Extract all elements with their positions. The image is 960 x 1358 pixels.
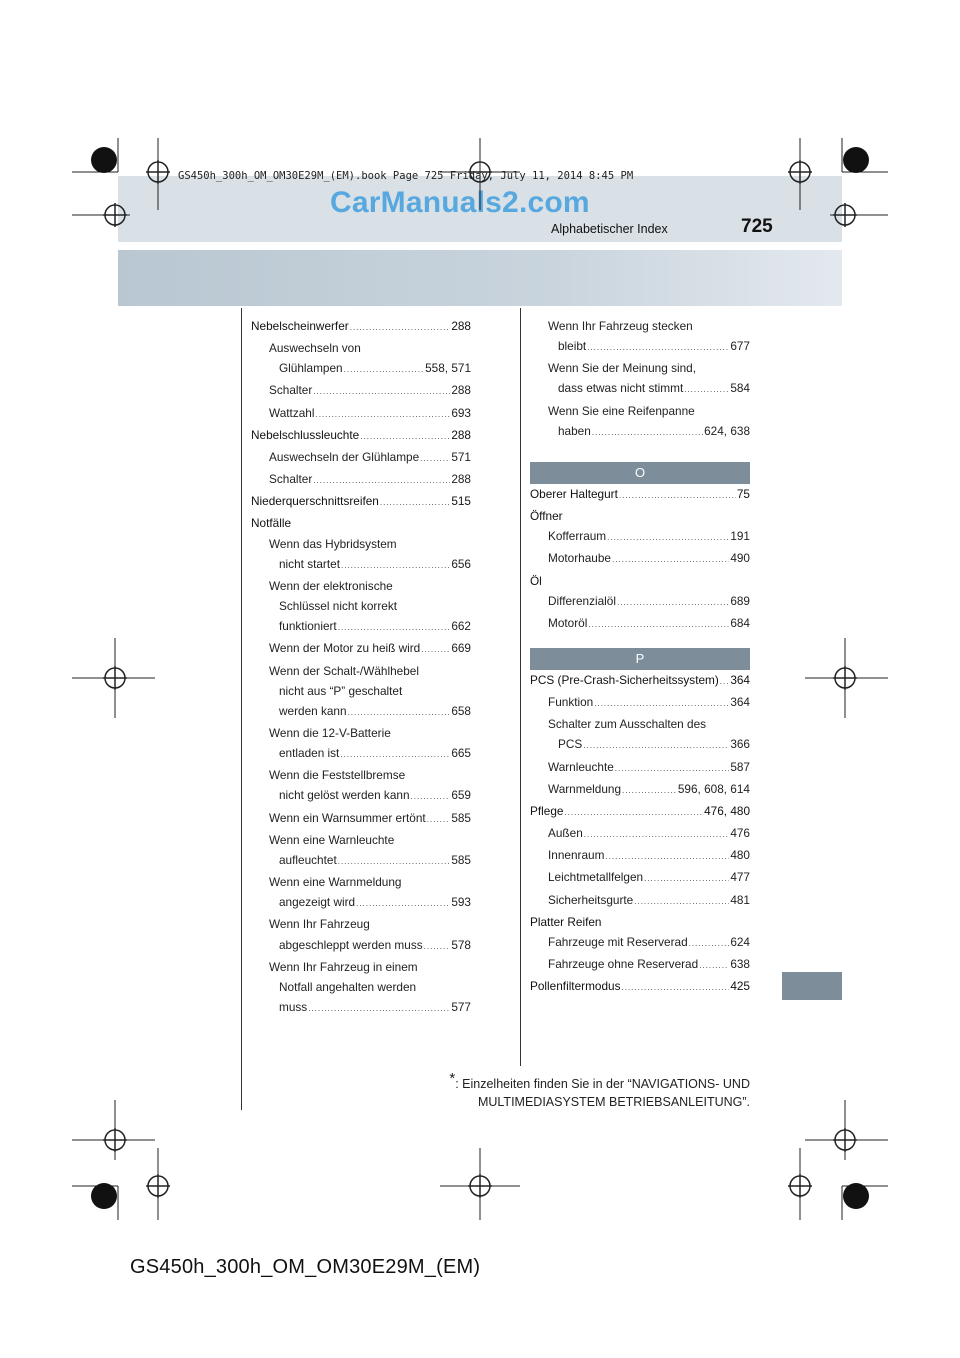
page-reference[interactable]: 288: [451, 383, 471, 398]
index-term: Wenn Ihr Fahrzeug stecken: [548, 319, 693, 333]
page-reference[interactable]: 656: [451, 556, 471, 571]
index-term: Wenn eine Warnleuchte: [269, 832, 395, 847]
index-term: Differenzialöl: [548, 593, 616, 608]
page-reference[interactable]: 476, 480: [704, 803, 750, 818]
page-reference[interactable]: 366: [730, 737, 750, 752]
index-term: Sicherheitsgurte: [548, 892, 634, 907]
index-term: Niederquerschnittsreifen: [251, 494, 379, 509]
page-reference[interactable]: 480: [730, 848, 750, 863]
index-term: angezeigt wird: [279, 895, 356, 910]
index-term: Wenn der elektronische: [269, 578, 393, 593]
index-term: haben: [558, 423, 591, 438]
index-term: Wenn die Feststellbremse: [269, 768, 406, 783]
index-term: funktioniert: [279, 619, 337, 634]
page-reference[interactable]: 593: [451, 895, 471, 910]
index-term: Kofferraum: [548, 529, 607, 544]
index-term: Wenn das Hybridsystem: [269, 536, 397, 551]
footnote-line-1: : Einzelheiten finden Sie in der “NAVIGATIONS- UND: [455, 1077, 750, 1092]
index-term: dass etwas nicht stimmt: [558, 381, 684, 396]
page-reference[interactable]: 288: [451, 319, 471, 333]
page-reference[interactable]: 288: [451, 472, 471, 487]
page-reference[interactable]: 288: [451, 427, 471, 442]
index-term: Auswechseln von: [269, 341, 361, 356]
page-reference[interactable]: 587: [730, 759, 750, 774]
watermark: CarManuals2.com: [330, 186, 590, 219]
index-term: Oberer Haltegurt: [530, 487, 618, 501]
page-reference[interactable]: 585: [451, 810, 471, 825]
index-term: Wenn Ihr Fahrzeug in einem: [269, 959, 418, 974]
page-reference[interactable]: 596, 608, 614: [677, 781, 750, 796]
page-reference[interactable]: 364: [730, 695, 750, 710]
section-header-o: O: [530, 462, 750, 484]
page-reference[interactable]: 684: [730, 615, 750, 630]
index-term: PCS: [558, 737, 583, 752]
page-reference[interactable]: 476: [730, 826, 750, 841]
page-reference[interactable]: 477: [730, 870, 750, 885]
page-reference[interactable]: 364: [730, 673, 750, 687]
index-term: Wenn der Motor zu heiß wird: [269, 641, 421, 656]
index-term: nicht startet: [279, 556, 340, 571]
index-term: Schalter zum Ausschalten des: [548, 717, 707, 732]
index-term: Wenn Ihr Fahrzeug: [269, 917, 370, 932]
index-term: aufleuchtet: [279, 852, 337, 867]
index-term: Wattzahl: [269, 405, 315, 420]
index-term: Warnleuchte: [548, 759, 614, 774]
page-reference[interactable]: 558, 571: [425, 361, 471, 376]
page-number: 725: [741, 216, 773, 237]
index-term: Schalter: [269, 472, 313, 487]
index-term: Öl: [530, 573, 542, 588]
footnote-star: *: [449, 1070, 456, 1087]
index-term: Funktion: [548, 695, 594, 710]
page-reference[interactable]: 577: [451, 1000, 471, 1014]
page-reference[interactable]: 571: [451, 449, 471, 464]
index-term: Innenraum: [548, 848, 605, 863]
page-reference[interactable]: 659: [451, 788, 471, 803]
page-reference[interactable]: 624, 638: [704, 423, 750, 438]
index-term: Wenn die 12-V-Batterie: [269, 725, 391, 740]
footnote-line-2: MULTIMEDIASYSTEM BETRIEBSANLEITUNG”.: [477, 1095, 750, 1110]
index-term: Motorhaube: [548, 551, 611, 566]
index-term: Öffner: [530, 509, 563, 524]
index-term: Außen: [548, 826, 583, 841]
index-term: Auswechseln der Glühlampe: [269, 449, 420, 464]
index-term: Fahrzeuge ohne Reserverad: [548, 957, 699, 972]
index-term: Fahrzeuge mit Reserverad: [548, 934, 688, 949]
index-term: Wenn der Schalt-/Wählhebel: [269, 663, 419, 678]
index-term: Glühlampen: [279, 361, 343, 376]
footer-doc-code: GS450h_300h_OM_OM30E29M_(EM): [130, 1256, 481, 1278]
page-reference[interactable]: 669: [451, 641, 471, 656]
page-reference[interactable]: 578: [451, 937, 471, 952]
page-reference[interactable]: 693: [451, 405, 471, 420]
section-title: Alphabetischer Index: [551, 222, 668, 236]
index-term: Pflege: [530, 803, 564, 818]
index-term: Wenn ein Warnsummer ertönt: [269, 810, 426, 825]
page-reference[interactable]: 75: [736, 487, 750, 501]
index-term: nicht aus “P” geschaltet: [279, 683, 403, 698]
page-reference[interactable]: 677: [730, 339, 750, 354]
page-reference[interactable]: 662: [451, 619, 471, 634]
index-term: Notfall angehalten werden: [279, 979, 417, 994]
index-term: Notfälle: [251, 516, 291, 531]
section-header-p: P: [530, 648, 750, 670]
index-term: Wenn Sie der Meinung sind,: [548, 361, 696, 376]
page-reference[interactable]: 425: [730, 979, 750, 994]
page-reference[interactable]: 665: [451, 746, 471, 761]
index-term: Nebelschlussleuchte: [251, 427, 360, 442]
page-reference[interactable]: 638: [730, 957, 750, 972]
page-reference[interactable]: 481: [730, 892, 750, 907]
index-term: Schalter: [269, 383, 313, 398]
index-term: nicht gelöst werden kann: [279, 788, 410, 803]
index-term: Warnmeldung: [548, 781, 621, 796]
index-term: Wenn eine Warnmeldung: [269, 875, 402, 890]
page-reference[interactable]: 658: [451, 703, 471, 718]
book-info-line: GS450h_300h_OM_OM30E29M_(EM).book Page 725 Friday, July 11, 2014 8:45 PM: [178, 170, 634, 182]
page-reference[interactable]: 490: [730, 551, 750, 566]
index-term: muss: [279, 1000, 308, 1014]
index-term: Wenn Sie eine Reifenpanne: [548, 403, 695, 418]
page-reference[interactable]: 584: [730, 381, 750, 396]
index-term: entladen ist: [279, 746, 340, 761]
index-term: Schlüssel nicht korrekt: [279, 599, 398, 614]
index-term: PCS (Pre-Crash-Sicherheitssystem): [530, 673, 719, 687]
index-term: Motoröl: [548, 615, 588, 630]
page-reference[interactable]: 191: [730, 529, 750, 544]
index-term: bleibt: [558, 339, 587, 354]
index-term: abgeschleppt werden muss: [279, 937, 423, 952]
page-reference[interactable]: 624: [730, 934, 750, 949]
page-reference[interactable]: 585: [451, 852, 471, 867]
page-reference[interactable]: 515: [451, 494, 471, 509]
index-term: Leichtmetallfelgen: [548, 870, 644, 885]
page-reference[interactable]: 689: [730, 593, 750, 608]
index-term: Platter Reifen: [530, 914, 602, 929]
index-term: werden kann: [279, 703, 347, 718]
index-term: Nebelscheinwerfer: [251, 319, 349, 333]
index-term: Pollenfiltermodus: [530, 979, 621, 994]
